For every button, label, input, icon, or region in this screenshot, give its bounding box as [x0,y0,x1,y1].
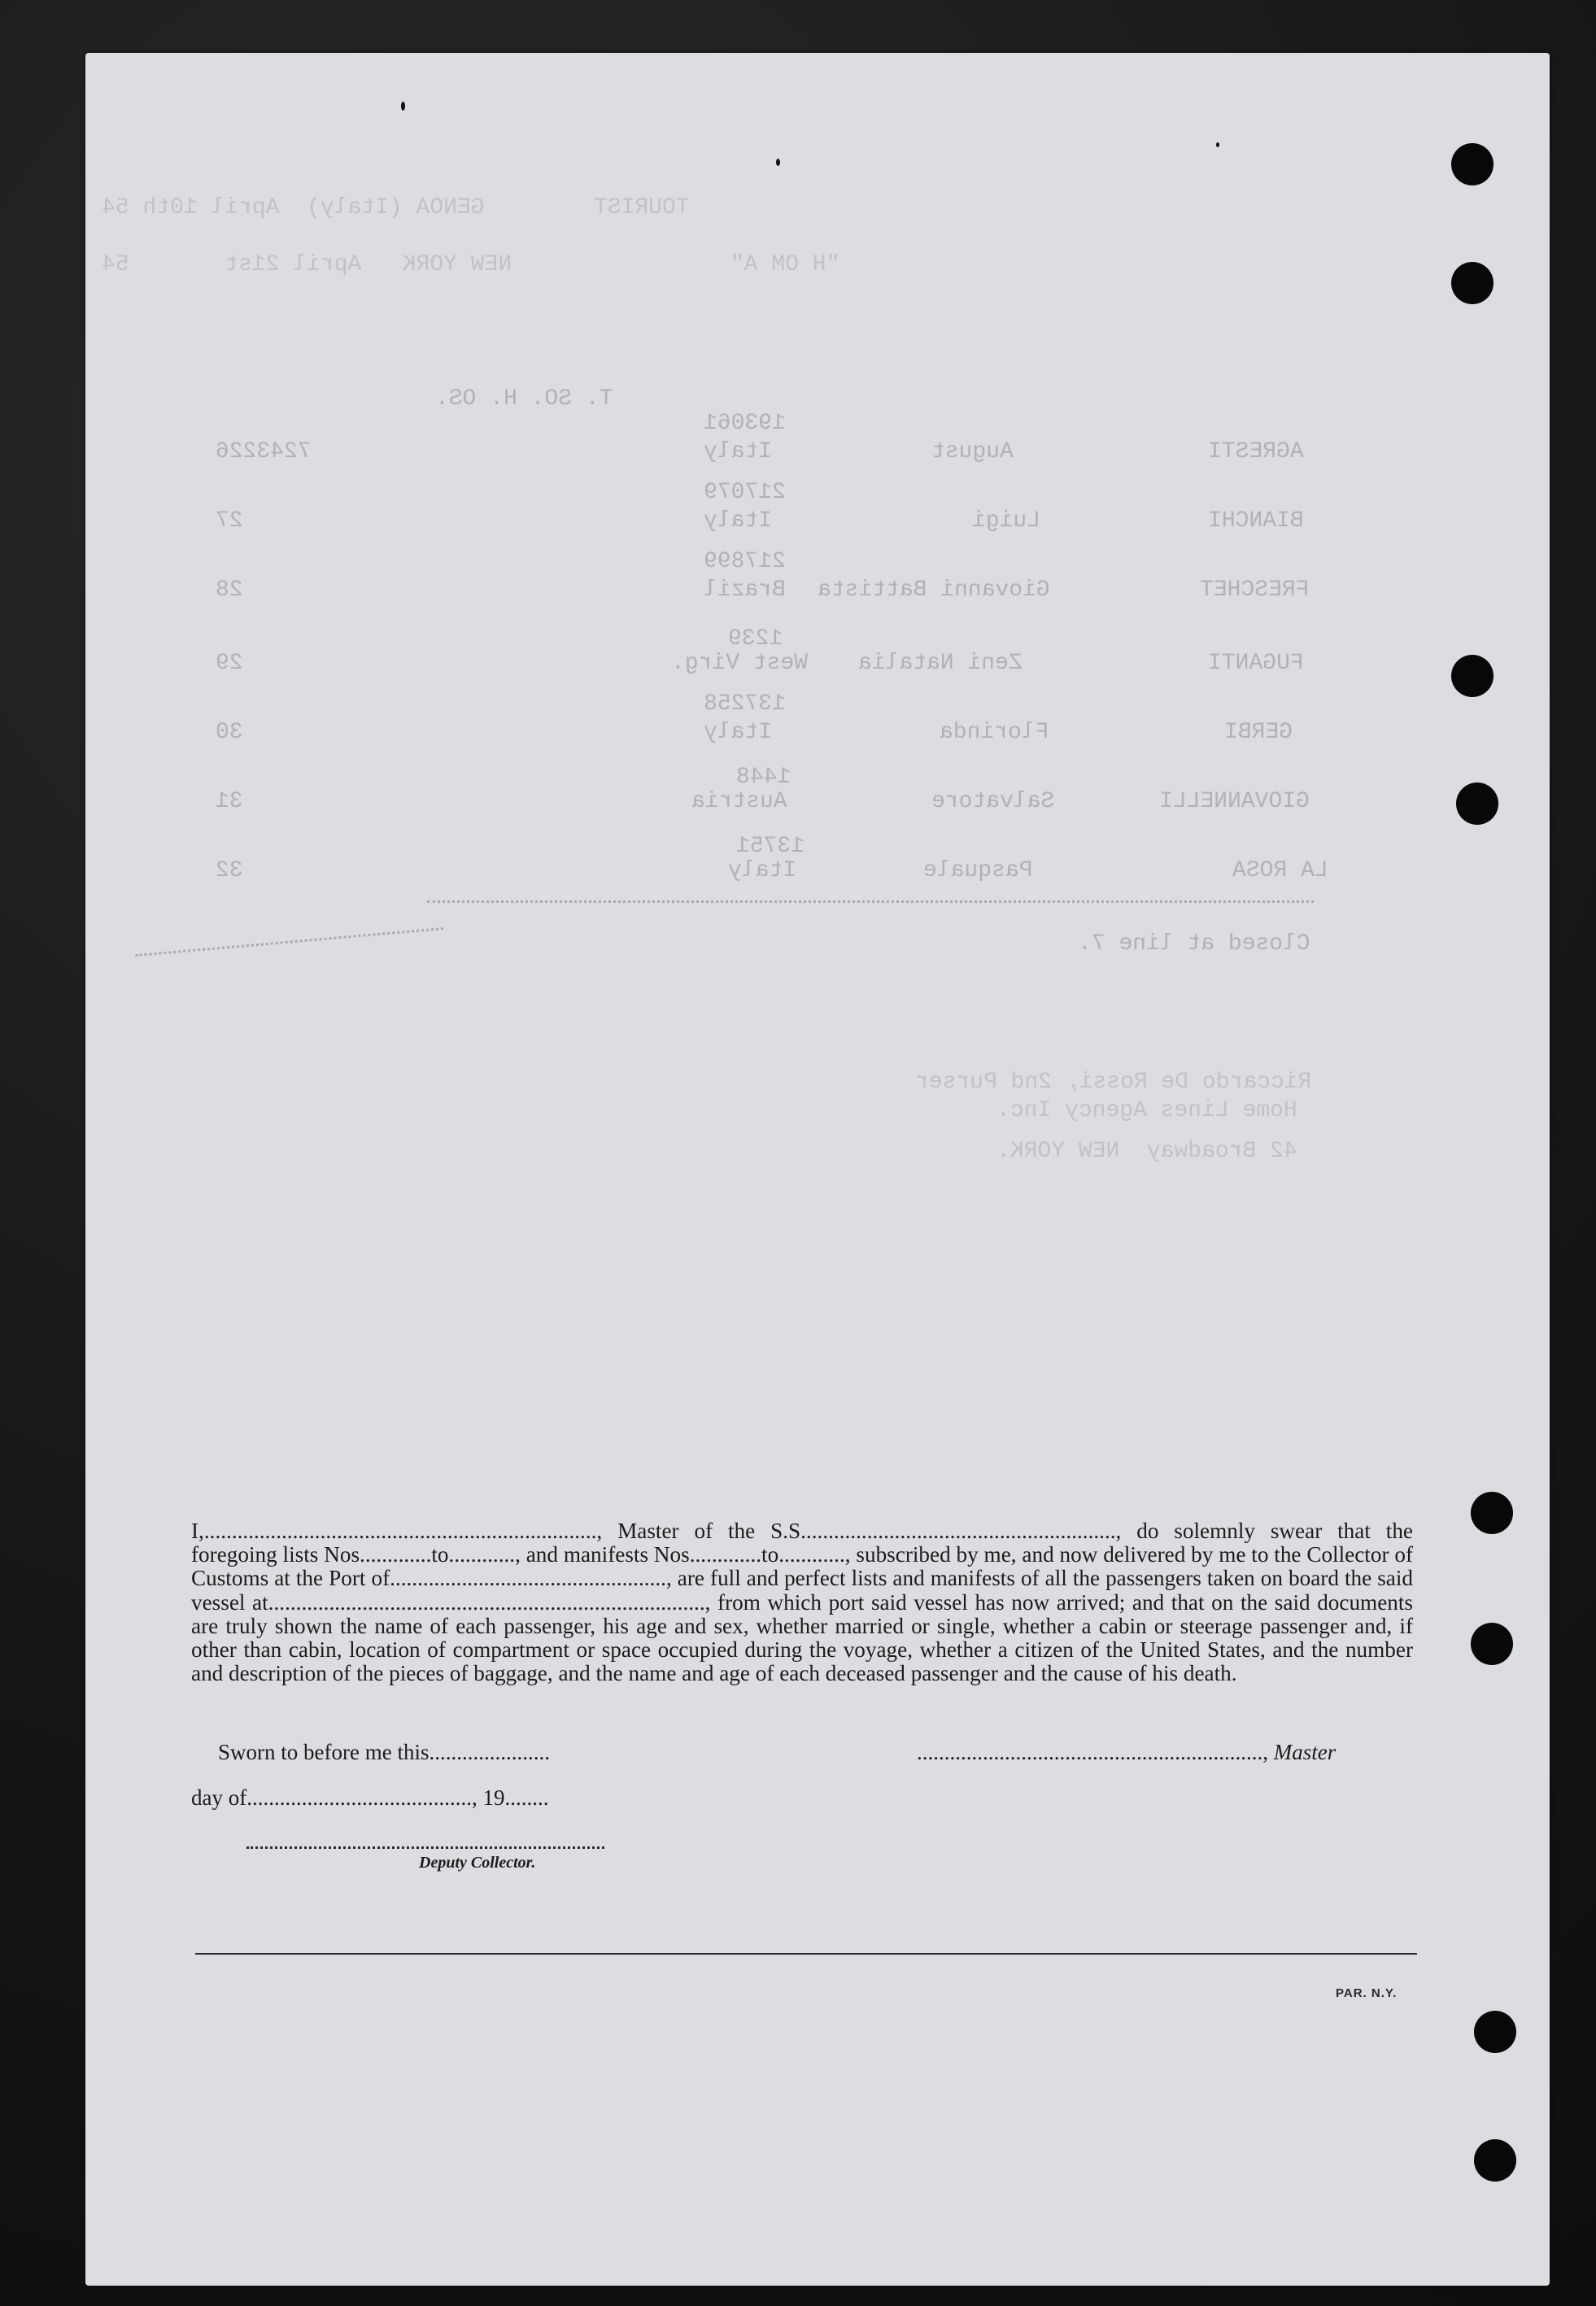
bleed-row-4-country: Italy [704,720,773,745]
bleed-row-6-country: Italy [728,858,797,883]
bleed-signature-line-3: 42 Broadway NEW YORK. [996,1139,1297,1164]
sworn-before-me: Sworn to before me this...................... [218,1740,550,1764]
bottom-rule [195,1953,1417,1955]
bleed-row-5-extra: 31 [216,789,243,814]
punch-hole [1451,143,1494,185]
punch-hole [1456,782,1498,825]
bleed-row-1-number: 217079 [704,480,786,505]
deputy-collector-label: Deputy Collector. [419,1854,536,1872]
punch-hole [1451,262,1494,304]
bleed-row-4-name: GERBI [1224,720,1293,745]
punch-hole [1471,1623,1513,1665]
bleed-row-3-extra: 29 [216,651,243,676]
day-of-line: day of........................................., 19........ [191,1785,549,1810]
bleed-row-6-extra: 32 [216,858,243,883]
bleed-row-3-country: West Virg. [671,651,809,676]
bleed-closing-rule [427,900,1314,903]
bleed-closing-slant [135,927,443,957]
bleed-row-3-given: Zeni Natalia [858,651,1023,676]
punch-hole [1471,1492,1513,1534]
bleed-row-1-given: Luigi [972,508,1041,534]
bleed-row-4-given: Florinda [940,720,1049,745]
bleed-signature-line-2: Home Lines Agency Inc. [996,1098,1297,1123]
bleed-row-2-number: 217899 [704,549,786,574]
bleed-row-4-extra: 30 [216,720,243,745]
bleed-row-3-number: 1239 [728,626,783,652]
oath-paragraph: I,......................................................................., Master of the S.S........................................................., do solemnly swear that the foregoing lists Nos.............to............, and manifests Nos.............to............, subscribed by me, and now delivered by me to the Collector of Customs at the Port of.................................................., are full and perfect lists and manifests of all the passengers taken on board the said vessel at..............................................................................., from which port said vessel has now arrived; and that on the said documents are truly shown the name of each passenger, his age and sex, whether married or single, whether a cabin or steerage passenger and, if other than cabin, location of compartment or space occupied during the voyage, whether a citizen of the United States, and the number and description of the pieces of baggage, and the name and age of each deceased passenger and the cause of his death. [191,1519,1413,1686]
bleed-list-header: T. SO. H. OS. [435,386,613,412]
manifest-page [85,53,1550,2286]
bleed-row-5-country: Austria [691,789,787,814]
bleed-row-4-number: 137258 [704,691,786,717]
bleed-row-5-name: GIOVANNELLI [1159,789,1310,814]
punch-hole [1474,2139,1516,2182]
bleed-row-0-extra: 7243226 [216,439,312,464]
bleed-row-6-name: LA ROSA [1232,858,1328,883]
bleed-row-0-number: 193061 [704,411,786,436]
bleed-header-2: "H OM A" NEW YORK April 21st 54 [102,252,840,277]
master-dots: ..............................................................., [917,1740,1268,1764]
ink-speck [1216,142,1219,147]
deputy-collector-line [246,1846,604,1849]
printer-mark: PAR. N.Y. [1336,1986,1398,2000]
punch-hole [1451,655,1494,697]
bleed-signature-line-1: Riccardo De Rossi, 2nd Purser [915,1070,1312,1095]
ink-speck [776,159,780,166]
bleed-row-5-given: Salvatore [931,789,1055,814]
ink-speck [401,102,405,111]
bleed-row-2-name: FRESCHET [1200,578,1310,603]
bleed-row-5-number: 1448 [736,765,791,790]
bleed-row-1-country: Italy [704,508,773,534]
bleed-row-2-given: Giovanni Battista [818,578,1050,603]
master-label: Master [1273,1740,1337,1764]
bleed-row-1-extra: 27 [216,508,243,534]
bleed-row-6-number: 13751 [736,834,805,859]
bleed-row-0-country: Italy [704,439,773,464]
master-signature-line [917,1740,1336,1765]
bleed-row-1-name: BIANCHI [1208,508,1304,534]
bleed-row-6-given: Pasquale [923,858,1033,883]
punch-hole [1474,2011,1516,2053]
bleed-row-3-name: FUGANTI [1208,651,1304,676]
bleed-row-2-country: Brazil [704,578,786,603]
bleed-row-0-name: AGRESTI [1208,439,1304,464]
bleed-row-0-given: August [931,439,1014,464]
bleed-row-2-extra: 28 [216,578,243,603]
bleed-closed-note: Closed at line 7. [1078,931,1310,957]
bleed-header-1: TOURIST GENOA (Italy) April 10th 54 [102,195,690,220]
